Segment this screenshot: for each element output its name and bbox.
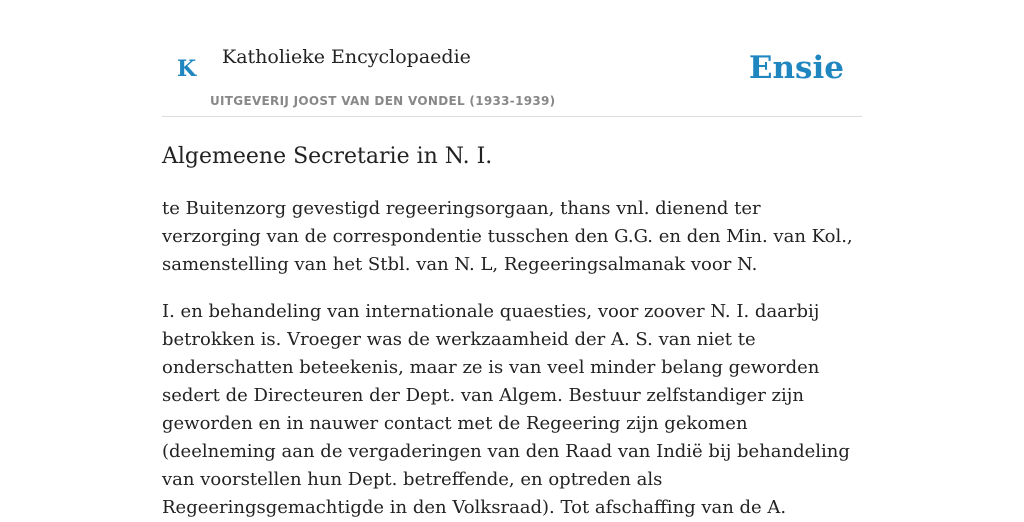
page-container: [162, 0, 862, 522]
publisher-subtitle: UITGEVERIJ JOOST VAN DEN VONDEL (1933-1939): [210, 94, 556, 108]
article-paragraph-1: te Buitenzorg gevestigd regeeringsorgaan, thans vnl. dienend ter verzorging van de correspondentie tusschen den G.G. en den Min. van Kol., samenstelling van het Stbl. van N. L, Regeeringsalmanak voor N.: [162, 198, 853, 275]
brand-logo[interactable]: Ensie: [748, 50, 844, 86]
article-paragraph-2: I. en behandeling van internationale quaesties, voor zoover N. I. daarbij betrokken is. Vroeger was de werkzaamheid der A. S. van niet te onderschatten beteekenis, maar ze is van veel minder belang geworden sedert de Directeuren der Dept. van Algem. Bestuur zelfstandiger zijn geworden en in nauwer contact met de Regeering zijn gekomen (deelneming aan de vergaderingen van den Raad van Indië bij behandeling van voorstellen hun Dept. betreffende, en optreden als Regeeringsgemachtigde in den Volksraad). Tot afschaffing van de A.: [162, 301, 850, 518]
publication-logo-icon[interactable]: K: [177, 56, 197, 82]
article-title: Algemeene Secretarie in N. I.: [162, 144, 493, 169]
site-header: [162, 0, 862, 117]
publication-title[interactable]: Katholieke Encyclopaedie: [222, 46, 471, 68]
